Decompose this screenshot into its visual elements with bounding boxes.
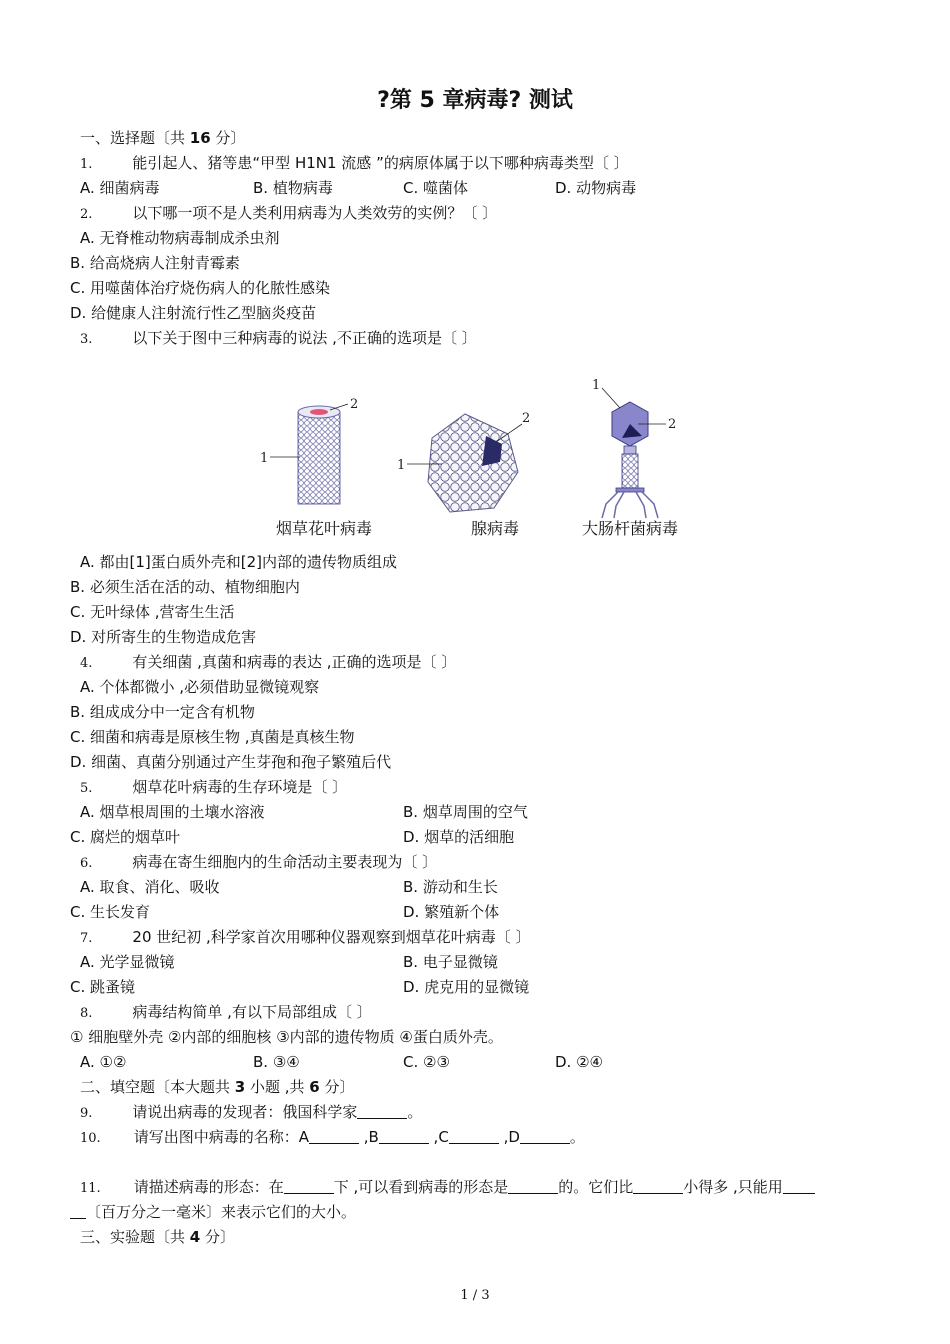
q2-option-d: D. 给健康人注射流行性乙型脑炎疫苗	[70, 304, 317, 322]
q7-option-b: B. 电子显微镜	[403, 953, 498, 971]
q10-blank-d[interactable]	[520, 1127, 570, 1144]
section-1-heading: 一、选择题〔共 16 分〕	[80, 129, 246, 147]
q7-option-a: A. 光学显微镜	[80, 953, 175, 971]
q10-blank-c[interactable]	[449, 1127, 499, 1144]
question-10: 10. 请写出图中病毒的名称：A ,B ,C ,D 。	[80, 1128, 585, 1146]
q5-option-a: A. 烟草根周围的土壤水溶液	[80, 803, 265, 821]
q10-blank-a[interactable]	[309, 1127, 359, 1144]
page-number: 1 / 3	[460, 1288, 490, 1303]
q8-option-b: B. ③④	[253, 1053, 300, 1071]
q6-option-a: A. 取食、消化、吸收	[80, 878, 220, 896]
phage-label-2: 2	[668, 417, 677, 432]
bacteriophage-illustration	[592, 378, 676, 518]
question-7: 7. 20 世纪初 ,科学家首次用哪种仪器观察到烟草花叶病毒〔 〕	[80, 928, 531, 946]
q9-blank[interactable]	[357, 1102, 407, 1119]
question-2: 2. 以下哪一项不是人类利用病毒为人类效劳的实例？〔 〕	[80, 204, 498, 222]
q8-option-d: D. ②④	[555, 1053, 603, 1071]
q5-option-c: C. 腐烂的烟草叶	[70, 828, 181, 846]
page-title: ?第 5 章病毒? 测试	[377, 88, 573, 113]
q11-blank-4-cont	[70, 1202, 86, 1219]
tobacco-mosaic-virus-illustration	[260, 397, 358, 504]
question-1: 1. 能引起人、猪等患“甲型 H1N1 流感 ”的病原体属于以下哪种病毒类型〔 〕	[80, 154, 629, 172]
phage-label-1: 1	[592, 378, 601, 393]
q3-option-d: D. 对所寄生的生物造成危害	[70, 628, 257, 646]
q2-option-b: B. 给高烧病人注射青霉素	[70, 254, 240, 272]
q11-blank-2[interactable]	[508, 1177, 558, 1194]
question-9: 9. 请说出病毒的发现者：俄国科学家 。	[80, 1103, 423, 1121]
question-6: 6. 病毒在寄生细胞内的生命活动主要表现为〔 〕	[80, 853, 438, 871]
q2-option-c: C. 用噬菌体治疗烧伤病人的化脓性感染	[70, 279, 331, 297]
q1-option-b: B. 植物病毒	[253, 179, 333, 197]
q8-items: ① 细胞壁外壳 ②内部的细胞核 ③内部的遗传物质 ④蛋白质外壳。	[70, 1028, 503, 1046]
section-2-heading: 二、填空题〔本大题共 3 小题 ,共 6 分〕	[80, 1078, 355, 1096]
question-11-cont: 〔百万分之一毫米〕来表示它们的大小。	[70, 1202, 356, 1222]
tmv-label-1: 1	[260, 451, 269, 466]
q5-option-b: B. 烟草周围的空气	[403, 803, 528, 821]
q3-option-c: C. 无叶绿体 ,营寄生生活	[70, 603, 235, 621]
question-5: 5. 烟草花叶病毒的生存环境是〔 〕	[80, 778, 348, 796]
q10-blank-b[interactable]	[379, 1127, 429, 1144]
figure-caption-adenovirus: 腺病毒	[471, 519, 520, 538]
q5-option-d: D. 烟草的活细胞	[403, 828, 515, 846]
question-11: 11. 请描述病毒的形态：在 下 ,可以看到病毒的形态是 的。它们比 小得多 ,只能用	[80, 1177, 815, 1199]
q6-option-b: B. 游动和生长	[403, 878, 498, 896]
question-4: 4. 有关细菌 ,真菌和病毒的表达 ,正确的选项是〔 〕	[80, 653, 457, 671]
q3-option-b: B. 必须生活在活的动、植物细胞内	[70, 578, 300, 596]
q11-blank-3[interactable]	[633, 1177, 683, 1194]
q8-option-c: C. ②③	[403, 1053, 450, 1071]
q7-option-c: C. 跳蚤镜	[70, 978, 136, 996]
q4-option-a: A. 个体都微小 ,必须借助显微镜观察	[80, 678, 320, 696]
question-8: 8. 病毒结构简单 ,有以下局部组成〔 〕	[80, 1003, 372, 1021]
tmv-label-2: 2	[350, 397, 359, 412]
q1-option-d: D. 动物病毒	[555, 179, 637, 197]
figure-caption-tmv: 烟草花叶病毒	[276, 519, 373, 538]
q8-option-a: A. ①②	[80, 1053, 127, 1071]
adeno-label-2: 2	[522, 411, 531, 426]
q2-option-a: A. 无脊椎动物病毒制成杀虫剂	[80, 229, 280, 247]
q4-option-c: C. 细菌和病毒是原核生物 ,真菌是真核生物	[70, 728, 355, 746]
q6-option-c: C. 生长发育	[70, 903, 151, 921]
q11-blank-1[interactable]	[284, 1177, 334, 1194]
q3-option-a: A. 都由[1]蛋白质外壳和[2]内部的遗传物质组成	[80, 553, 398, 571]
section-3-heading: 三、实验题〔共 4 分〕	[80, 1228, 235, 1246]
adenovirus-illustration	[397, 411, 530, 512]
q1-option-a: A. 细菌病毒	[80, 179, 160, 197]
q7-option-d: D. 虎克用的显微镜	[403, 978, 530, 996]
adeno-label-1: 1	[397, 458, 406, 473]
question-3: 3. 以下关于图中三种病毒的说法 ,不正确的选项是〔 〕	[80, 329, 477, 347]
q6-option-d: D. 繁殖新个体	[403, 903, 500, 921]
q1-option-c: C. 噬菌体	[403, 179, 469, 197]
q11-blank-4[interactable]	[783, 1177, 815, 1194]
figure-caption-phage: 大肠杆菌病毒	[582, 519, 679, 538]
q4-option-d: D. 细菌、真菌分别通过产生芽孢和孢子繁殖后代	[70, 753, 392, 771]
q4-option-b: B. 组成成分中一定含有机物	[70, 703, 255, 721]
